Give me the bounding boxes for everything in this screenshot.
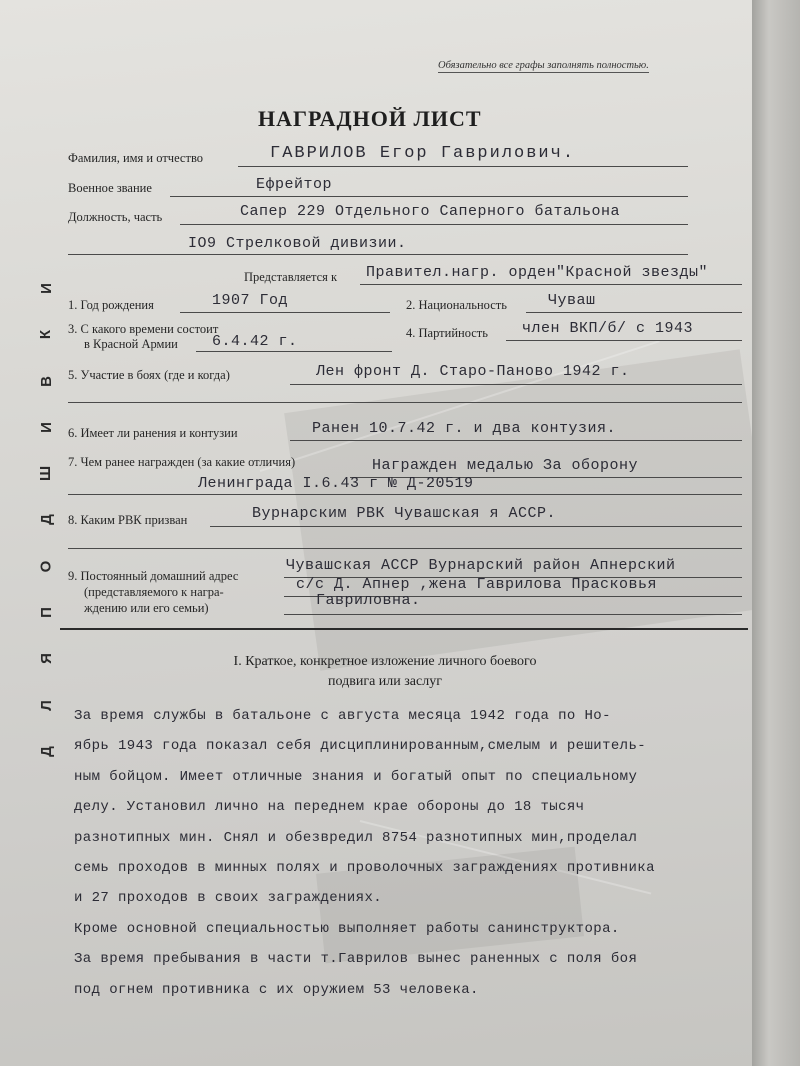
post-line-2 — [68, 254, 688, 255]
rvk-label: 8. Каким РВК призван — [68, 513, 188, 527]
party-value: член ВКП/б/ с 1943 — [522, 320, 694, 337]
sidebar-letter: И — [37, 422, 55, 433]
post-value-1: Сапер 229 Отдельного Саперного батальона — [240, 203, 621, 220]
rank-label: Военное звание — [68, 181, 152, 195]
narrative-line: ным бойцом. Имеет отличные знания и богатый опыт по специальному — [74, 768, 638, 785]
party-label: 4. Партийность — [406, 326, 488, 340]
address-label-3: ждению или его семьи) — [84, 601, 209, 615]
post-label: Должность, часть — [68, 210, 163, 224]
sidebar-letter: В — [37, 375, 55, 387]
address-value-1: Чувашская АССР Вурнарский район Апнерский — [286, 557, 676, 574]
document-title: НАГРАДНОЙ ЛИСТ — [258, 106, 482, 131]
birth-line — [180, 312, 390, 313]
section-heading — [150, 652, 620, 692]
narrative-line: и 27 проходов в своих заграждениях. — [74, 890, 383, 907]
party-line — [506, 340, 742, 341]
presented-line — [360, 284, 742, 285]
sidebar-letter: Ш — [37, 466, 55, 482]
birth-label: 1. Год рождения — [68, 298, 154, 312]
awards-label: 7. Чем ранее награжден (за какие отличия) — [68, 455, 296, 469]
sidebar-letter: К — [37, 330, 55, 340]
fio-label: Фамилия, имя и отчество — [68, 151, 204, 165]
battles-label: 5. Участие в боях (где и когда) — [68, 368, 230, 382]
rvk-value: Вурнарским РВК Чувашская я АССР. — [252, 505, 557, 522]
birth-value: 1907 Год — [212, 292, 289, 309]
sidebar-letter: Л — [37, 699, 55, 711]
narrative-line: семь проходов в минных полях и проволочных заграждениях противника — [74, 860, 655, 876]
battles-value: Лен фронт Д. Старо-Паново 1942 г. — [316, 363, 630, 380]
narrative-line: под огнем противника с их оружием 53 человека. — [74, 981, 479, 998]
sidebar-vertical-text — [36, 280, 56, 760]
nationality-label: 2. Национальность — [406, 298, 507, 312]
wounds-line — [290, 440, 742, 441]
sidebar-letter: Я — [37, 653, 55, 665]
address-label-1: 9. Постоянный домашний адрес — [68, 569, 239, 583]
nationality-line — [526, 312, 742, 313]
fio-line — [238, 166, 688, 167]
rank-line — [170, 196, 688, 197]
narrative-line: За время службы в батальоне с августа месяца 1942 года по Но- — [74, 708, 611, 724]
rvk-line-2 — [68, 548, 742, 549]
wounds-value: Ранен 10.7.42 г. и два контузия. — [312, 420, 617, 437]
fio-value: ГАВРИЛОВ Егор Гаврилович. — [270, 144, 576, 163]
address-value-3: Гавриловна. — [316, 592, 421, 609]
post-line-1 — [180, 224, 688, 225]
sidebar-letter: И — [37, 283, 55, 294]
rvk-line-1 — [210, 526, 742, 527]
header-note: Обязательно все графы заполнять полностью. — [438, 60, 649, 71]
narrative-line: разнотипных мин. Снял и обезвредил 8754 разнотипных мин,проделал — [74, 829, 638, 846]
narrative-line: Кроме основной специальностью выполняет работы санинструктора. — [74, 920, 620, 937]
sidebar-letter: П — [37, 607, 55, 618]
address-value-2: с/с Д. Апнер ,жена Гаврилова Прасковья — [296, 576, 658, 593]
presented-label: Представляется к — [244, 270, 338, 284]
since-value: 6.4.42 г. — [212, 333, 298, 350]
post-value-2: IO9 Стрелковой дивизии. — [188, 235, 407, 252]
address-label-2: (представляемого к награ- — [84, 585, 224, 599]
awards-value-2: Ленинграда I.6.43 г № Д-20519 — [198, 475, 474, 492]
battles-line-2 — [68, 402, 742, 403]
narrative-line: делу. Установил лично на переднем крае обороны до 18 тысяч — [74, 799, 585, 816]
battles-line-1 — [290, 384, 742, 385]
section-divider — [60, 628, 748, 630]
sidebar-letter: Д — [37, 514, 55, 526]
address-line-3 — [284, 614, 742, 615]
nationality-value: Чуваш — [548, 292, 596, 309]
background-surface — [748, 0, 800, 1066]
presented-value: Правител.нагр. орден"Красной звезды" — [366, 264, 709, 281]
since-line — [196, 351, 392, 352]
sidebar-letter: О — [37, 560, 55, 573]
narrative-line: ябрь 1943 года показал себя дисциплинированным,смелым и решитель- — [74, 738, 647, 755]
rank-value: Ефрейтор — [256, 176, 333, 193]
section-heading-line-1: I. Краткое, конкретное изложение личного боевого — [233, 654, 537, 669]
section-heading-line-2: подвига или заслуг — [328, 674, 442, 689]
awards-value-1: Награжден медалью За оборону — [372, 457, 639, 474]
sidebar-letter: Д — [37, 746, 55, 757]
wounds-label: 6. Имеет ли ранения и контузии — [68, 426, 238, 440]
narrative-line: За время пребывания в части т.Гаврилов вынес раненных с поля боя — [74, 951, 638, 968]
awards-line-2 — [68, 494, 742, 495]
since-label-1: 3. С какого времени состоит — [68, 322, 219, 336]
since-label-2: в Красной Армии — [84, 337, 178, 351]
